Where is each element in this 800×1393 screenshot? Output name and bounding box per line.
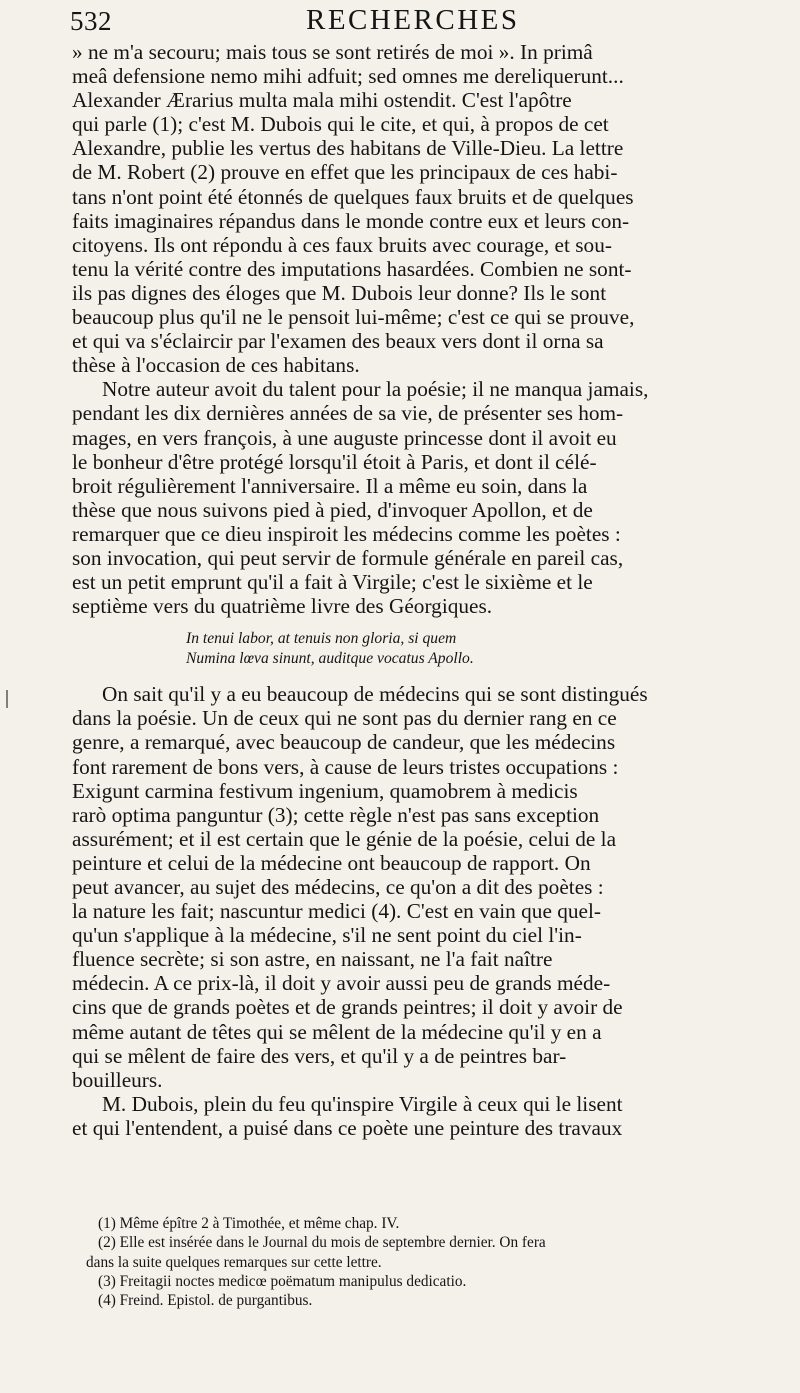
text-line: font rarement de bons vers, à cause de leurs tristes occupations : (72, 754, 619, 779)
footnote: (2) Elle est insérée dans le Journal du mois de septembre dernier. On fera (98, 1234, 546, 1252)
text-line: peut avancer, au sujet des médecins, ce qu'on a dit des poètes : (72, 875, 604, 899)
text-line: Exigunt carmina festivum ingenium, quamobrem à medicis (72, 778, 578, 803)
text-line: On sait qu'il y a eu beaucoup de médecins qui se sont distingués (102, 682, 648, 707)
text-line: bouilleurs. (72, 1067, 163, 1092)
text-line: cins que de grands poètes et de grands peintres; il doit y avoir de (72, 995, 623, 1020)
text-line: le bonheur d'être protégé lorsqu'il étoit à Paris, et dont il célé- (72, 449, 597, 474)
text-line: est un petit emprunt qu'il a fait à Virgile; c'est le sixième et le (72, 570, 593, 595)
text-line: son invocation, qui peut servir de formule générale en pareil cas, (72, 545, 624, 570)
text-line: et qui va s'éclaircir par l'examen des beaux vers dont il orna sa (72, 329, 604, 354)
text-line: pendant les dix dernières années de sa vie, de présenter ses hom- (72, 401, 624, 426)
text-line: M. Dubois, plein du feu qu'inspire Virgile à ceux qui le lisent (102, 1091, 623, 1116)
text-line: tans n'ont point été étonnés de quelques faux bruits et de quelques (72, 184, 634, 209)
text-line: qui parle (1); c'est M. Dubois qui le cite, et qui, à propos de cet (72, 112, 609, 137)
text-line: remarquer que ce dieu inspiroit les médecins comme les poètes : (72, 521, 621, 546)
text-line: même autant de têtes qui se mêlent de la médecine qu'il y en a (72, 1019, 602, 1044)
footnote: (1) Même épître 2 à Timothée, et même chap. IV. (98, 1215, 400, 1232)
footnote: (3) Freitagii noctes medicœ poëmatum manipulus dedicatio. (98, 1272, 467, 1290)
text-line: ils pas dignes des éloges que M. Dubois leur donne? Ils le sont (72, 280, 607, 305)
text-line: beaucoup plus qu'il ne le pensoit lui-même; c'est ce qui se prouve, (72, 305, 635, 330)
footnotes (86, 1214, 778, 1310)
text-line: thèse que nous suivons pied à pied, d'invoquer Apollon, et de (72, 497, 593, 522)
footnote: (4) Freind. Epistol. de purgantibus. (98, 1292, 313, 1310)
text-line: Alexander Ærarius multa mala mihi ostendit. C'est l'apôtre (72, 88, 572, 113)
text-line: citoyens. Ils ont répondu à ces faux bruits avec courage, et sou- (72, 232, 612, 257)
verse-quotation (186, 629, 772, 669)
text-line: la nature les fait; nascuntur medici (4). C'est en vain que quel- (72, 899, 601, 924)
text-line: peinture et celui de la médecine ont beaucoup de rapport. On (72, 850, 591, 875)
text-line: thèse à l'occasion de ces habitans. (72, 353, 360, 378)
text-line: meâ defensione nemo mihi adfuit; sed omnes me dereliquerunt... (72, 64, 624, 89)
text-line: médecin. A ce prix-là, il doit y avoir aussi peu de grands méde- (72, 971, 611, 996)
body-paragraphs-before-quote (72, 40, 772, 618)
page-number: 532 (70, 6, 112, 36)
text-line: » ne m'a secouru; mais tous se sont retirés de moi ». In primâ (72, 40, 593, 64)
margin-mark (6, 690, 8, 708)
text-line: de M. Robert (2) prouve en effet que les principaux de ces habi- (72, 160, 618, 185)
text-line: Alexandre, publie les vertus des habitans de Ville-Dieu. La lettre (72, 136, 624, 161)
text-line: mages, en vers françois, à une auguste princesse dont il avoit eu (72, 425, 617, 450)
verse-line: In tenui labor, at tenuis non gloria, si quem (186, 630, 457, 648)
verse-line: Numina lœva sinunt, auditque vocatus Apollo. (186, 650, 474, 668)
text-line: septième vers du quatrième livre des Géorgiques. (72, 594, 493, 619)
text-line: Notre auteur avoit du talent pour la poésie; il ne manqua jamais, (102, 377, 649, 402)
text-line: dans la poésie. Un de ceux qui ne sont pas du dernier rang en ce (72, 706, 617, 731)
text-line: rarò optima panguntur (3); cette règle n'est pas sans exception (72, 802, 600, 827)
text-line: assurément; et il est certain que le génie de la poésie, celui de la (72, 826, 617, 851)
page-header (62, 4, 762, 44)
text-line: qui se mêlent de faire des vers, et qu'il y a de peintres bar- (72, 1043, 567, 1068)
body-text (72, 40, 772, 1140)
running-head: RECHERCHES (306, 4, 520, 36)
text-line: et qui l'entendent, a puisé dans ce poète une peinture des travaux (72, 1115, 623, 1140)
text-line: qu'un s'applique à la médecine, s'il ne sent point du ciel l'in- (72, 923, 582, 948)
text-line: broit régulièrement l'anniversaire. Il a même eu soin, dans la (72, 473, 588, 498)
text-line: genre, a remarqué, avec beaucoup de candeur, que les médecins (72, 730, 616, 755)
text-line: faits imaginaires répandus dans le monde contre eux et leurs con- (72, 208, 630, 233)
body-paragraphs-after-quote (72, 682, 772, 1140)
footnote: dans la suite quelques remarques sur cette lettre. (86, 1253, 382, 1271)
text-line: tenu la vérité contre des imputations hasardées. Combien ne sont- (72, 256, 632, 281)
text-line: fluence secrète; si son astre, en naissant, ne l'a fait naître (72, 947, 553, 972)
